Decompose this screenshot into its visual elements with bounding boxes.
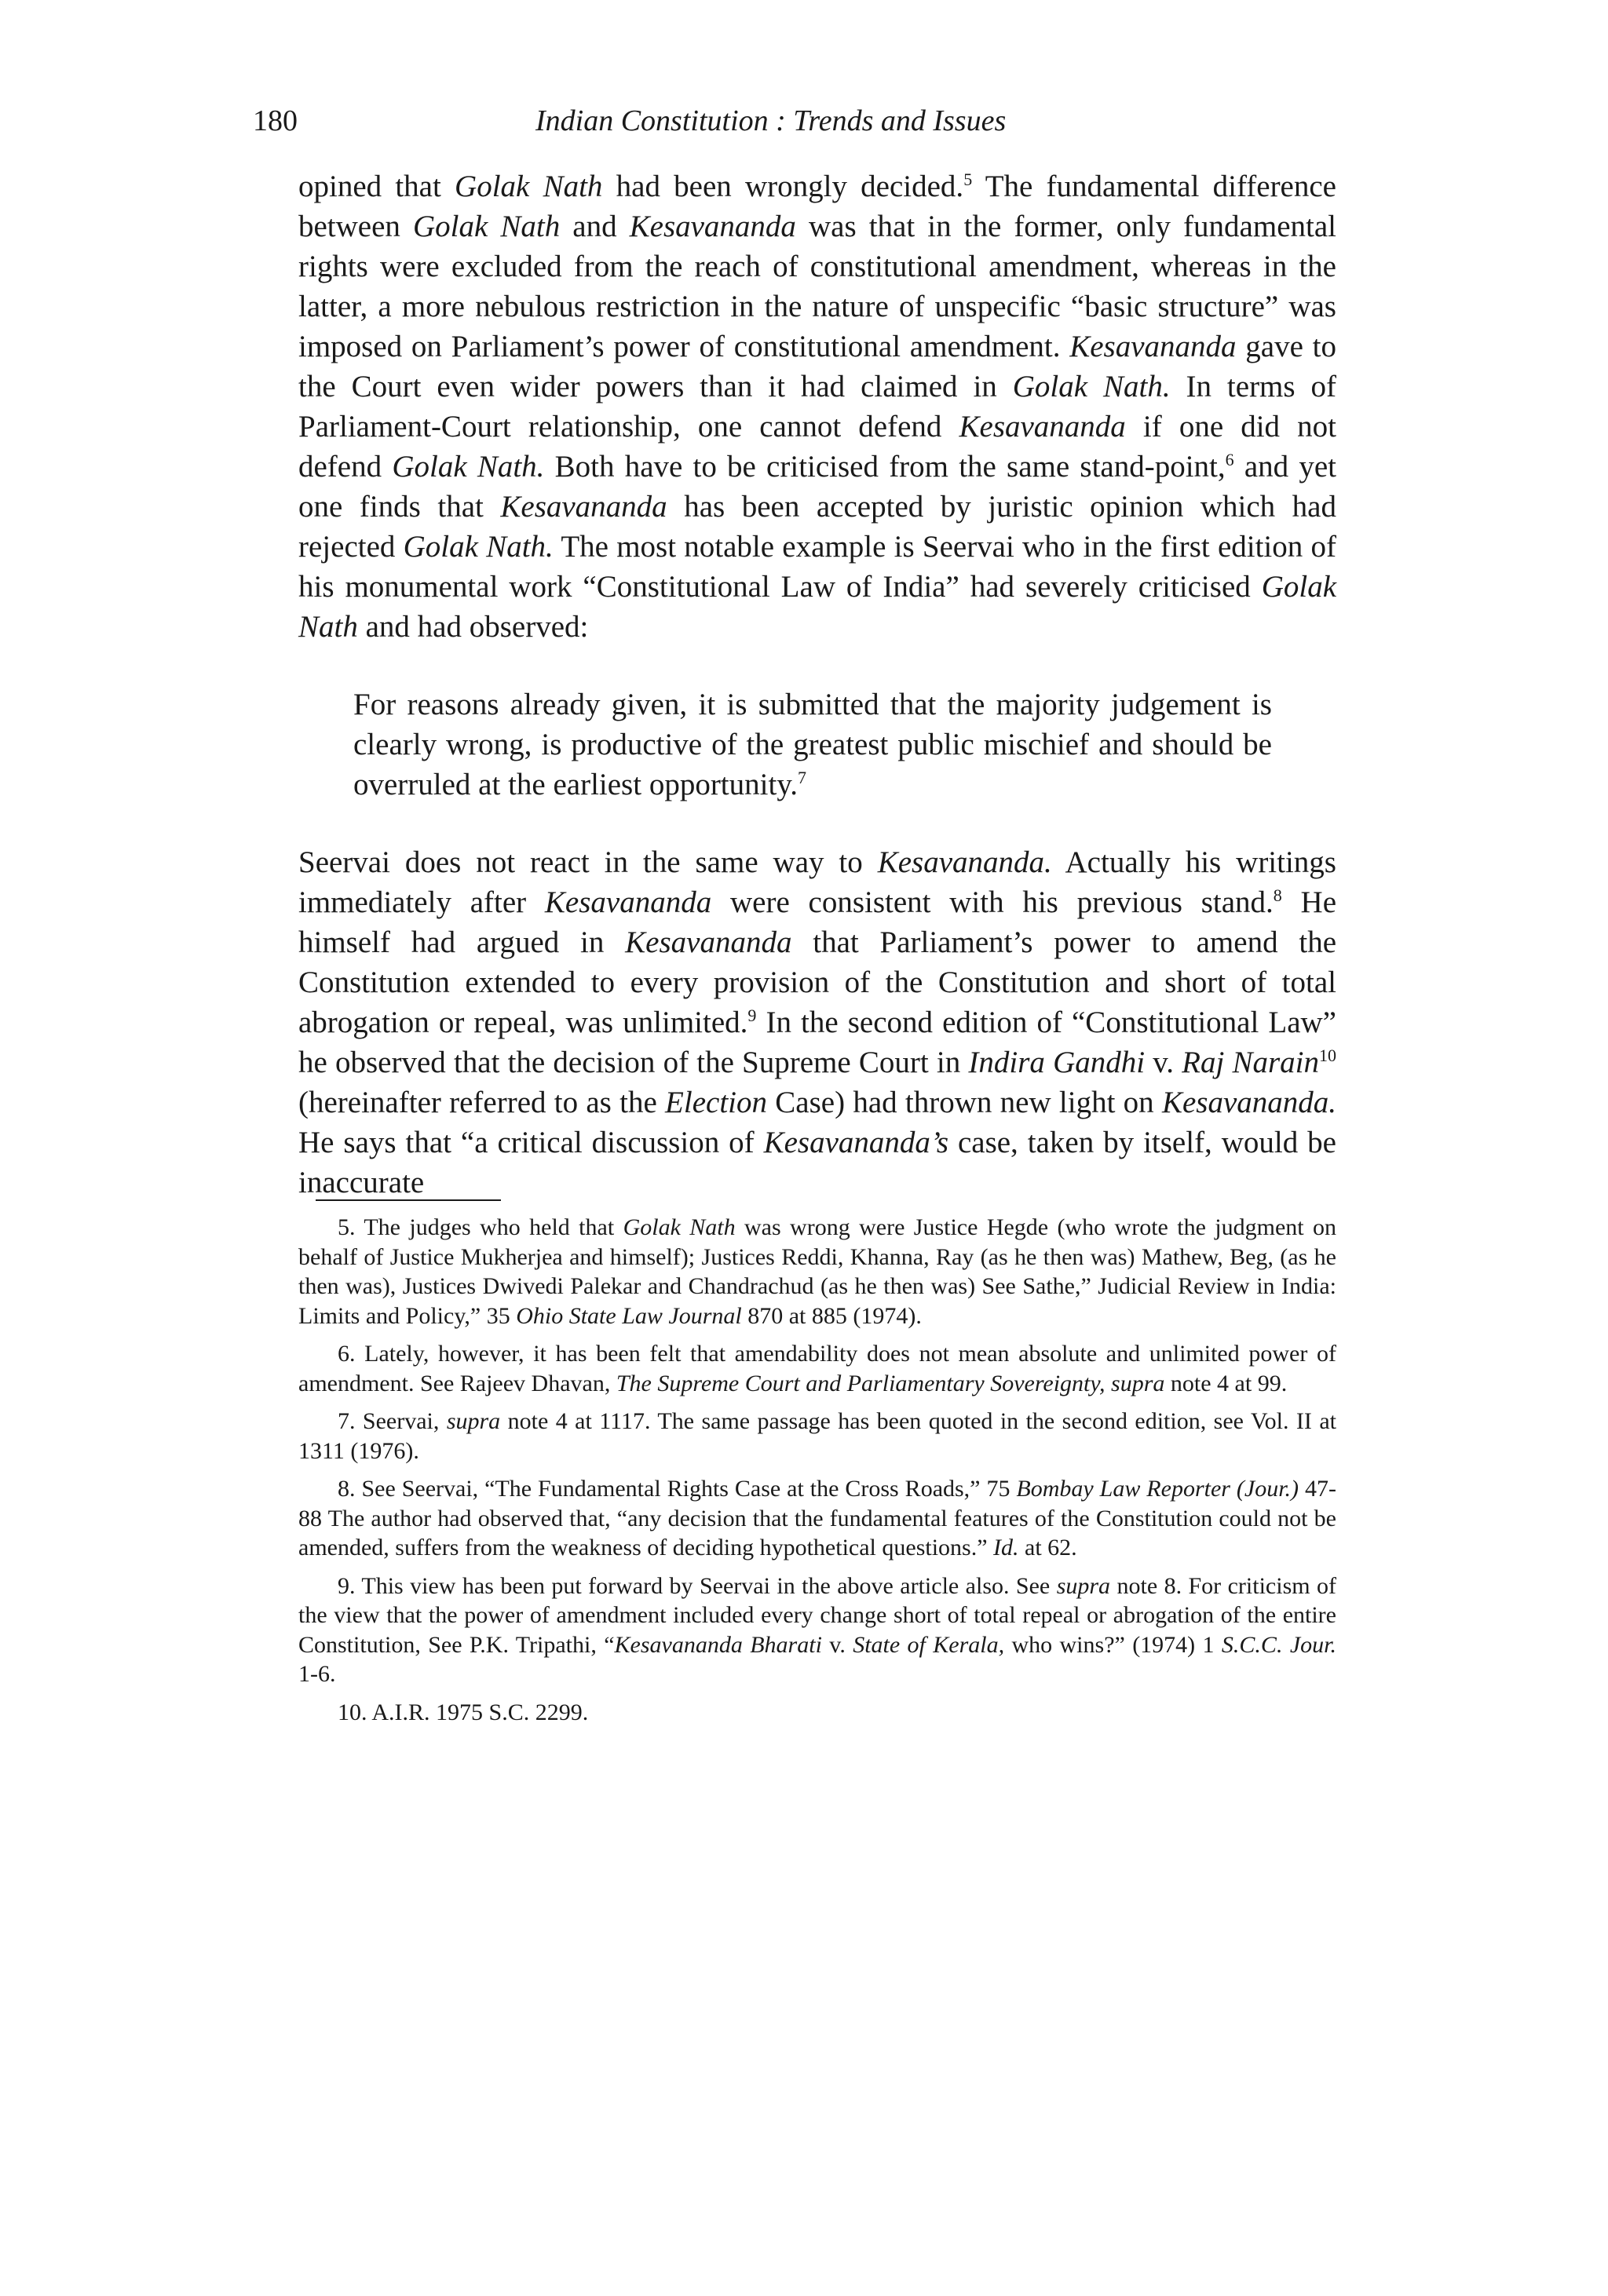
text-run: He says that “a critical discussion of xyxy=(298,1126,764,1159)
text-run: note 4 at 99. xyxy=(1164,1370,1288,1396)
text-run: opined that xyxy=(298,170,455,203)
text-run: that Parliament’s power to amend the Constitution extended to every provision of the Constitution and short of total abrogation or repeal, was unlimited. xyxy=(298,925,1336,1039)
text-run: 7. Seervai, xyxy=(338,1408,447,1434)
italic-text: Bombay Law Reporter (Jour.) xyxy=(1016,1476,1299,1502)
italic-text: The Supreme Court and Parliamentary Sovereignty, supra xyxy=(616,1370,1165,1396)
italic-text: Ohio State Law Journal xyxy=(516,1302,742,1329)
italic-text: S.C.C. Jour. xyxy=(1221,1631,1336,1658)
italic-text: Golak Nath. xyxy=(392,450,545,484)
italic-text: Golak Nath xyxy=(623,1214,736,1240)
text-run: 5. The judges who held that xyxy=(338,1214,623,1240)
text-run: In terms of Parliament-Court relationship, one cannot defend xyxy=(298,370,1336,444)
text-run: The fundamental difference between xyxy=(298,170,1336,243)
italic-text: Kesavananda xyxy=(629,210,796,243)
footnote-ref: 10 xyxy=(1319,1046,1337,1065)
italic-text: Golak Nath xyxy=(412,210,561,243)
italic-text: Kesavananda’s xyxy=(763,1126,949,1159)
text-run: if one did not defend xyxy=(298,410,1336,484)
page-number: 180 xyxy=(253,104,298,137)
text-run: For reasons already given, it is submitted that the majority judgement is clearly wrong, is productive of the greatest public mischief and should be overruled at the earliest opportunity. xyxy=(353,688,1272,801)
footnote xyxy=(298,1698,1336,1728)
running-title: Indian Constitution : Trends and Issues xyxy=(535,104,1007,137)
text-run: and xyxy=(560,210,630,243)
main-text xyxy=(298,166,1336,1203)
text-run: Actually his writings immediately after xyxy=(298,845,1336,919)
italic-text: State of Kerala, xyxy=(853,1631,1005,1658)
text-run: and yet one finds that xyxy=(298,450,1336,524)
footnote-ref: 7 xyxy=(798,768,807,787)
text-run: Both have to be criticised from the same stand-point, xyxy=(544,450,1226,484)
italic-text: Kesavananda. xyxy=(1161,1086,1336,1119)
italic-text: Raj Narain xyxy=(1182,1046,1320,1079)
body-paragraph xyxy=(298,166,1336,647)
text-run: and had observed: xyxy=(357,610,589,644)
footnote xyxy=(298,1407,1336,1466)
text-run: note 4 at 1117. The same passage has been quoted in the second edition, see Vol. II at 1311 (1976). xyxy=(298,1408,1336,1464)
footnote xyxy=(298,1474,1336,1563)
text-run: In the second edition of “Constitutional Law” he observed that the decision of the Supreme Court in xyxy=(298,1006,1336,1079)
text-run: The most notable example is Seervai who in the first edition of his monumental work “Constitutional Law of India” had severely criticised xyxy=(298,530,1336,604)
italic-text: Election xyxy=(665,1086,767,1119)
body-paragraph xyxy=(298,842,1336,1203)
text-run: gave to the Court even wider powers than it had claimed in xyxy=(298,330,1336,403)
italic-text: Kesavananda xyxy=(500,490,667,524)
text-run: has been accepted by juristic opinion which had rejected xyxy=(298,490,1336,564)
italic-text: Kesavananda Bharati xyxy=(614,1631,822,1658)
text-run: had been wrongly decided. xyxy=(602,170,964,203)
text-run: He himself had argued in xyxy=(298,885,1337,959)
italic-text: Kesavananda xyxy=(544,885,712,919)
text-run: who wins?” (1974) 1 xyxy=(1004,1631,1222,1658)
text-run: case, taken by itself, would be inaccurate xyxy=(298,1126,1336,1199)
text-run: 870 at 885 (1974). xyxy=(741,1302,922,1329)
text-run: 1-6. xyxy=(298,1661,336,1687)
italic-text: Indira Gandhi xyxy=(968,1046,1146,1079)
footnote-ref: 6 xyxy=(1225,450,1234,469)
footnotes xyxy=(298,1213,1336,1727)
italic-text: Id. xyxy=(993,1535,1019,1560)
italic-text: Kesavananda. xyxy=(877,845,1052,879)
text-run: 8. See Seervai, “The Fundamental Rights Case at the Cross Roads,” 75 xyxy=(338,1476,1017,1502)
italic-text: supra xyxy=(446,1408,501,1434)
italic-text: Golak Nath xyxy=(298,570,1336,644)
text-run: Case) had thrown new light on xyxy=(767,1086,1162,1119)
block-quote xyxy=(353,684,1272,805)
text-run: note 8. For criticism of the view that the power of amendment included every change short of total repeal or abrogation of the entire Constitution, See P.K. Tripathi, “ xyxy=(298,1572,1337,1658)
text-run: 47-88 The author had observed that, “any decision that the fundamental features of the Constitution could not be amended, suffers from the weakness of deciding hypothetical questions.” xyxy=(298,1476,1336,1560)
italic-text: Golak Nath. xyxy=(403,530,554,564)
italic-text: Kesavananda xyxy=(625,925,792,959)
footnote-ref: 5 xyxy=(963,170,973,189)
footnote xyxy=(298,1339,1336,1398)
page-header xyxy=(253,99,1336,143)
text-run: was wrong were Justice Hegde (who wrote the judgment on behalf of Justice Mukherjea and himself); Justices Reddi, Khanna, Ray (as he then was) Mathew, Beg, (as he then was), Justices Dwivedi Palekar and Chandrachud (as he then was) See Sathe,” Judicial Review in India: Limits and Policy,” 35 xyxy=(298,1214,1336,1329)
text-run: 9. This view has been put forward by Seervai in the above article also. See xyxy=(338,1572,1057,1599)
text-run: v. xyxy=(1145,1046,1182,1079)
italic-text: Kesavananda xyxy=(1069,330,1237,363)
text-run: v. xyxy=(821,1631,853,1658)
text-run: 10. A.I.R. 1975 S.C. 2299. xyxy=(338,1699,589,1725)
italic-text: Golak Nath. xyxy=(1012,370,1171,403)
footnote-divider xyxy=(316,1199,501,1201)
italic-text: supra xyxy=(1056,1572,1111,1599)
footnote-ref: 8 xyxy=(1273,885,1282,905)
italic-text: Golak Nath xyxy=(455,170,603,203)
text-run: Seervai does not react in the same way to xyxy=(298,845,878,879)
text-run: at 62. xyxy=(1018,1535,1077,1560)
footnote xyxy=(298,1571,1336,1689)
footnote xyxy=(298,1213,1336,1331)
text-run: 6. Lately, however, it has been felt that amendability does not mean absolute and unlimited power of amendment. See Rajeev Dhavan, xyxy=(298,1341,1336,1396)
text-run: was that in the former, only fundamental rights were excluded from the reach of constitutional amendment, whereas in the latter, a more nebulous restriction in the nature of unspecific “basic structure” was imposed on Parliament’s power of constitutional amendment. xyxy=(298,210,1336,363)
text-run: (hereinafter referred to as the xyxy=(298,1086,666,1119)
footnote-ref: 9 xyxy=(747,1006,757,1025)
text-run: were consistent with his previous stand. xyxy=(711,885,1274,919)
italic-text: Kesavananda xyxy=(959,410,1126,444)
